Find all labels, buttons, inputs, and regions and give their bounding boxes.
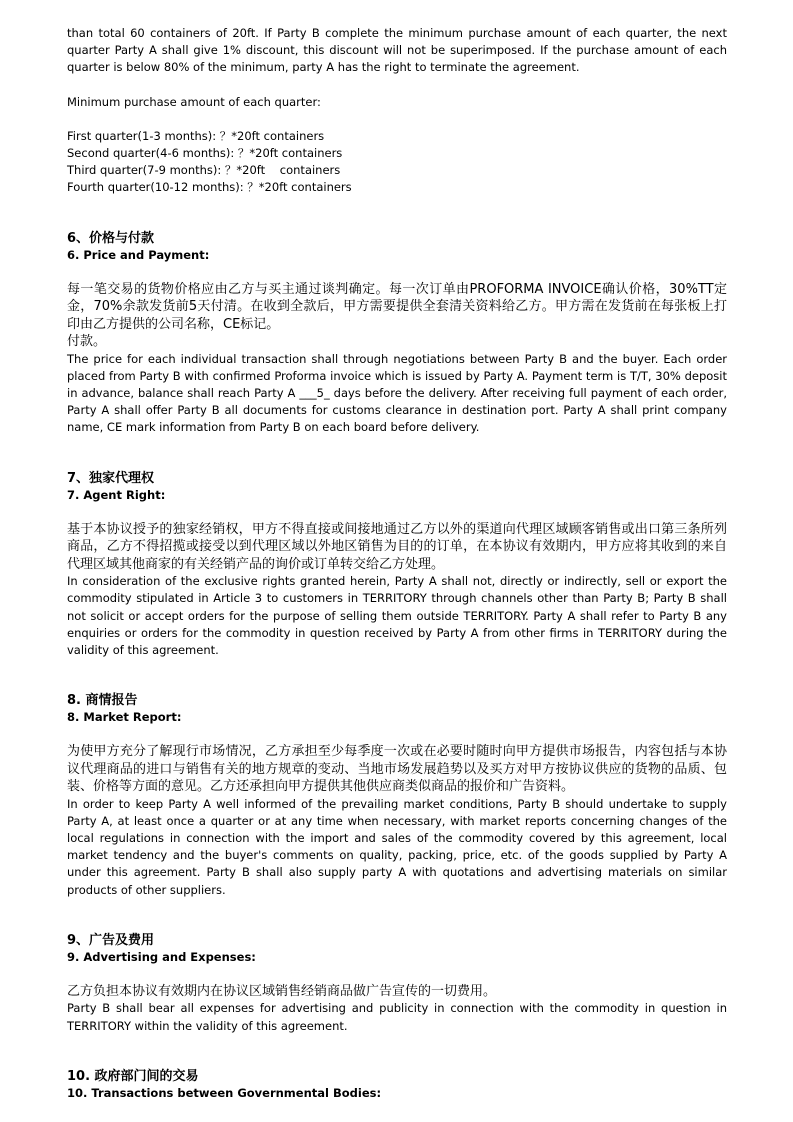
- intro-paragraph: than total 60 containers of 20ft. If Party B complete the minimum purchase amount of each quarter, the next quarter Party A shall give 1% discount, this discount will not be superimposed. If the purchase amount of each quarter is below 80% of the minimum, party A has the right to terminate the agreement.: [67, 26, 727, 75]
- section-6-heading-en: 6. Price and Payment:: [67, 247, 210, 262]
- section-6-heading-cn: 6、价格与付款: [67, 230, 155, 246]
- section-8-body-en: In order to keep Party A well informed of the prevailing market conditions, Party B should undertake to supply Party A, at least once a quarter or at any time when necessary, with market reports concerning changes of the local regulations in connection with the import and sales of the commodity covered by this agreement, local market tendency and the buyer's comments on quality, packing, price, etc. of the goods supplied by Party A under this agreement. Party B shall also supply party A with quotations and advertising materials on similar products of other suppliers.: [67, 796, 727, 897]
- section-6-body-cn-tail: 付款。: [67, 334, 107, 350]
- section-8-heading-en: 8. Market Report:: [67, 710, 182, 725]
- section-10-heading-en: 10. Transactions between Governmental Bodies:: [67, 1085, 382, 1100]
- quarter-row-third: Third quarter(7-9 months): ？*20ft containers: [67, 163, 341, 178]
- section-9-heading-en: 9. Advertising and Expenses:: [67, 949, 256, 964]
- section-9-body-en: Party B shall bear all expenses for advertising and publicity in connection with the commodity in question in TERRITORY within the validity of this agreement.: [67, 1001, 727, 1033]
- section-6-body-en: The price for each individual transaction shall through negotiations between Party B and the buyer. Each order placed from Party B with confirmed Proforma invoice which is issued by Party A. Payment term is T/T, 30% deposit in advance, balance shall reach Party A ___5_ days before the delivery. After receiving full payment of each order, Party A shall offer Party B all documents for customs clearance in destination port. Party A shall print company name, CE mark information from Party B on each board before delivery.: [67, 351, 727, 435]
- quarter-row-first: First quarter(1-3 months): ？*20ft containers: [67, 128, 325, 143]
- document-page: [67, 25, 727, 1102]
- quarter-row-second: Second quarter(4-6 months): ？*20ft containers: [67, 146, 343, 161]
- section-8-heading-cn: 8. 商情报告: [67, 693, 138, 709]
- section-10-heading-cn: 10. 政府部门间的交易: [67, 1068, 199, 1084]
- section-6-body-cn: 每一笔交易的货物价格应由乙方与买主通过谈判确定。每一次订单由PROFORMA INVOICE确认价格，30%TT定金，70%余款发货前5天付清。在收到全款后，甲方需要提供全套清关资料给乙方。甲方需在发货前在每张板上打印由乙方提供的公司名称，CE标记。: [67, 281, 727, 332]
- section-9-heading-cn: 9、广告及费用: [67, 932, 155, 948]
- minimum-purchase-title: Minimum purchase amount of each quarter:: [67, 94, 321, 109]
- section-7-heading-en: 7. Agent Right:: [67, 487, 166, 502]
- section-7-body-cn: 基于本协议授予的独家经销权，甲方不得直接或间接地通过乙方以外的渠道向代理区域顾客销售或出口第三条所列商品，乙方不得招揽或接受以到代理区域以外地区销售为目的的订单，在本协议有效期内，甲方应将其收到的来自代理区域其他商家的有关经销产品的询价或订单转交给乙方处理。: [67, 521, 727, 572]
- section-8-body-cn: 为使甲方充分了解现行市场情况，乙方承担至少每季度一次或在必要时随时向甲方提供市场报告，内容包括与本协议代理商品的进口与销售有关的地方规章的变动、当地市场发展趋势以及买方对甲方按协议供应的货物的品质、包装、价格等方面的意见。乙方还承担向甲方提供其他供应商类似商品的报价和广告资料。: [67, 744, 727, 795]
- section-7-heading-cn: 7、独家代理权: [67, 470, 155, 486]
- quarter-row-fourth: Fourth quarter(10-12 months): ？*20ft containers: [67, 180, 352, 195]
- section-7-body-en: In consideration of the exclusive rights granted herein, Party A shall not, directly or indirectly, sell or export the commodity stipulated in Article 3 to customers in TERRITORY through channels other than Party B; Party B shall not solicit or accept orders for the purpose of selling them outside TERRITORY. Party A shall refer to Party B any enquiries or orders for the commodity in question received by Party A from other firms in TERRITORY during the validity of this agreement.: [67, 574, 727, 657]
- section-9-body-cn: 乙方负担本协议有效期内在协议区域销售经销商品做广告宣传的一切费用。: [67, 983, 497, 999]
